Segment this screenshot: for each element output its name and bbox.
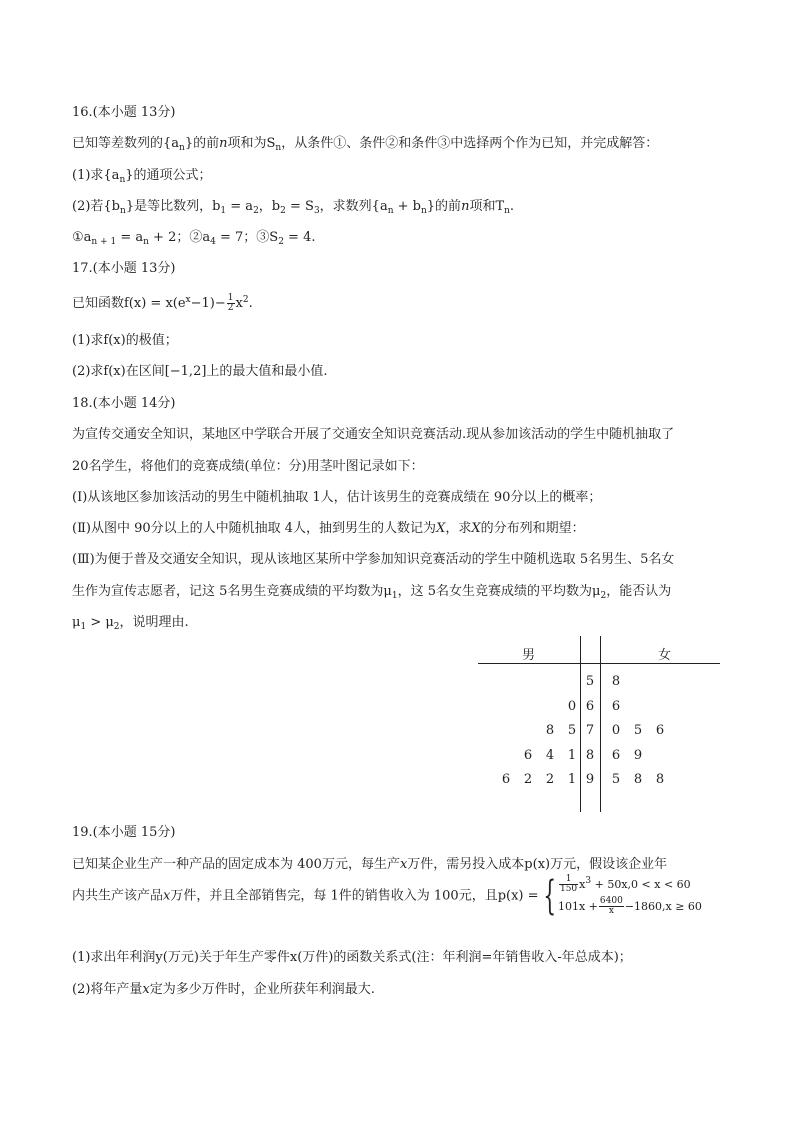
q18-stem-line2: 20名学生，将他们的竞赛成绩(单位：分)用茎叶图记录如下：: [72, 459, 424, 474]
q19-stem-line1: 已知某企业生产一种产品的固定成本为 400万元，每生产x万件，需另投入成本p(x)万元，假设该企业年: [72, 857, 668, 872]
male-leaf: 1: [567, 772, 577, 787]
q17-part1: (1)求f(x)的极值；: [72, 333, 178, 348]
q18-heading: 18.(本小题 14分): [72, 396, 176, 411]
piecewise-function: { $\frac{1}{150}$ $x^3 + 50x,0 < x < 60$ 101x + $\frac{6400}{x}$ −1860,x ≥ 60: [542, 872, 702, 919]
female-leaf: 8: [611, 674, 621, 689]
stem-divider-right: [600, 636, 601, 812]
q18-part3-line3: $\mu_1 > \mu_2$，说明理由.: [72, 615, 189, 632]
female-leaf: 5: [633, 723, 643, 738]
q18-part3-line1: (Ⅲ)为便于普及交通安全知识，现从该地区某所中学参加知识竞赛活动的学生中随机选取 5名男生、5名女: [72, 552, 675, 567]
q16-part2: (2)若$\{b_n\}$是等比数列，$b_1 = a_2$，$b_2 = S_3$，求数列$\{a_n + b_n\}$的前n项和$T_n$.: [72, 199, 515, 216]
q16-part1: (1)求$\{a_n\}$的通项公式；: [72, 168, 212, 185]
female-leaf: 8: [633, 772, 643, 787]
q17-heading: 17.(本小题 13分): [72, 261, 176, 276]
male-leaf: 6: [523, 747, 533, 763]
piece-case-1: $\frac{1}{150}$ $x^3 + 50x,0 < x < 60$: [559, 874, 691, 894]
female-leaf: 6: [611, 747, 621, 763]
female-leaf: 9: [633, 747, 643, 763]
q19-part1: (1)求出年利润y(万元)关于年生产零件x(万件)的函数关系式(注：年利润=年销售收入-年总成本)；: [72, 950, 632, 965]
male-leaf: 8: [545, 723, 555, 738]
female-label: 女: [658, 648, 672, 663]
q16-stem: 已知等差数列的$\{a_n\}$的前n项和为$S_n$，从条件①、条件②和条件③中选择两个作为已知，并完成解答：: [72, 136, 659, 153]
q16-conditions: $①a_{n + 1} = a_n + 2$；$②a_4 = 7$；$③S_2 = 4$.: [72, 230, 316, 247]
stem-value: 5: [585, 674, 595, 689]
male-leaf: 6: [501, 772, 511, 787]
female-leaf: 0: [611, 723, 621, 738]
piece-case-2: 101x + $\frac{6400}{x}$ −1860,x ≥ 60: [557, 896, 702, 916]
male-leaf: 0: [567, 698, 577, 714]
q18-stem-line1: 为宣传交通安全知识，某地区中学联合开展了交通安全知识竞赛活动.现从参加该活动的学生中随机抽取了: [72, 427, 675, 442]
stem-value: 8: [585, 747, 595, 763]
header-rule: [478, 663, 720, 664]
stem-leaf-plot: [478, 636, 720, 812]
q19-heading: 19.(本小题 15分): [72, 825, 176, 840]
female-leaf: 6: [611, 698, 621, 714]
female-leaf: 8: [655, 772, 665, 787]
q17-part2: (2)求f(x)在区间[−1,2]上的最大值和最小值.: [72, 364, 328, 379]
q18-part1: (Ⅰ)从该地区参加该活动的男生中随机抽取 1人，估计该男生的竞赛成绩在 90分以上的概率；: [72, 490, 602, 505]
male-label: 男: [522, 648, 536, 663]
q18-part2: (Ⅱ)从图中 90分以上的人中随机抽取 4人，抽到男生的人数记为X，求X的分布列和期望：: [72, 521, 585, 536]
male-leaf: 1: [567, 747, 577, 763]
q18-part3-line2: 生作为宣传志愿者，记这 5名男生竞赛成绩的平均数为$\mu_1$，这 5名女生竞赛成绩的平均数为$\mu_2$，能否认为: [72, 584, 672, 601]
female-leaf: 6: [655, 723, 665, 738]
stem-divider-left: [580, 636, 581, 812]
stem-value: 6: [585, 698, 595, 714]
male-leaf: 4: [545, 747, 555, 763]
female-leaf: 5: [611, 772, 621, 787]
q19-part2: (2)将年产量x定为多少万件时，企业所获年利润最大.: [72, 982, 375, 997]
q19-stem-line2: 内共生产该产品x万件，并且全部销售完，每 1件的销售收入为 100元，且p(x) = { $\frac{1}{150}$ $x^3 + 50x,0 < x < 60$ 101x + $\frac{6400}{x}$ −1860,x ≥ 60: [72, 872, 702, 919]
stem-value: 7: [585, 723, 595, 738]
q17-stem: 已知函数$f(x) = x(e^x-1)-$ $\frac{1}{2}$ $x^2$.: [72, 293, 253, 313]
male-leaf: 5: [567, 723, 577, 738]
stem-value: 9: [585, 772, 595, 787]
male-leaf: 2: [545, 772, 555, 787]
q16-heading: 16.(本小题 13分): [72, 105, 176, 120]
male-leaf: 2: [523, 772, 533, 787]
